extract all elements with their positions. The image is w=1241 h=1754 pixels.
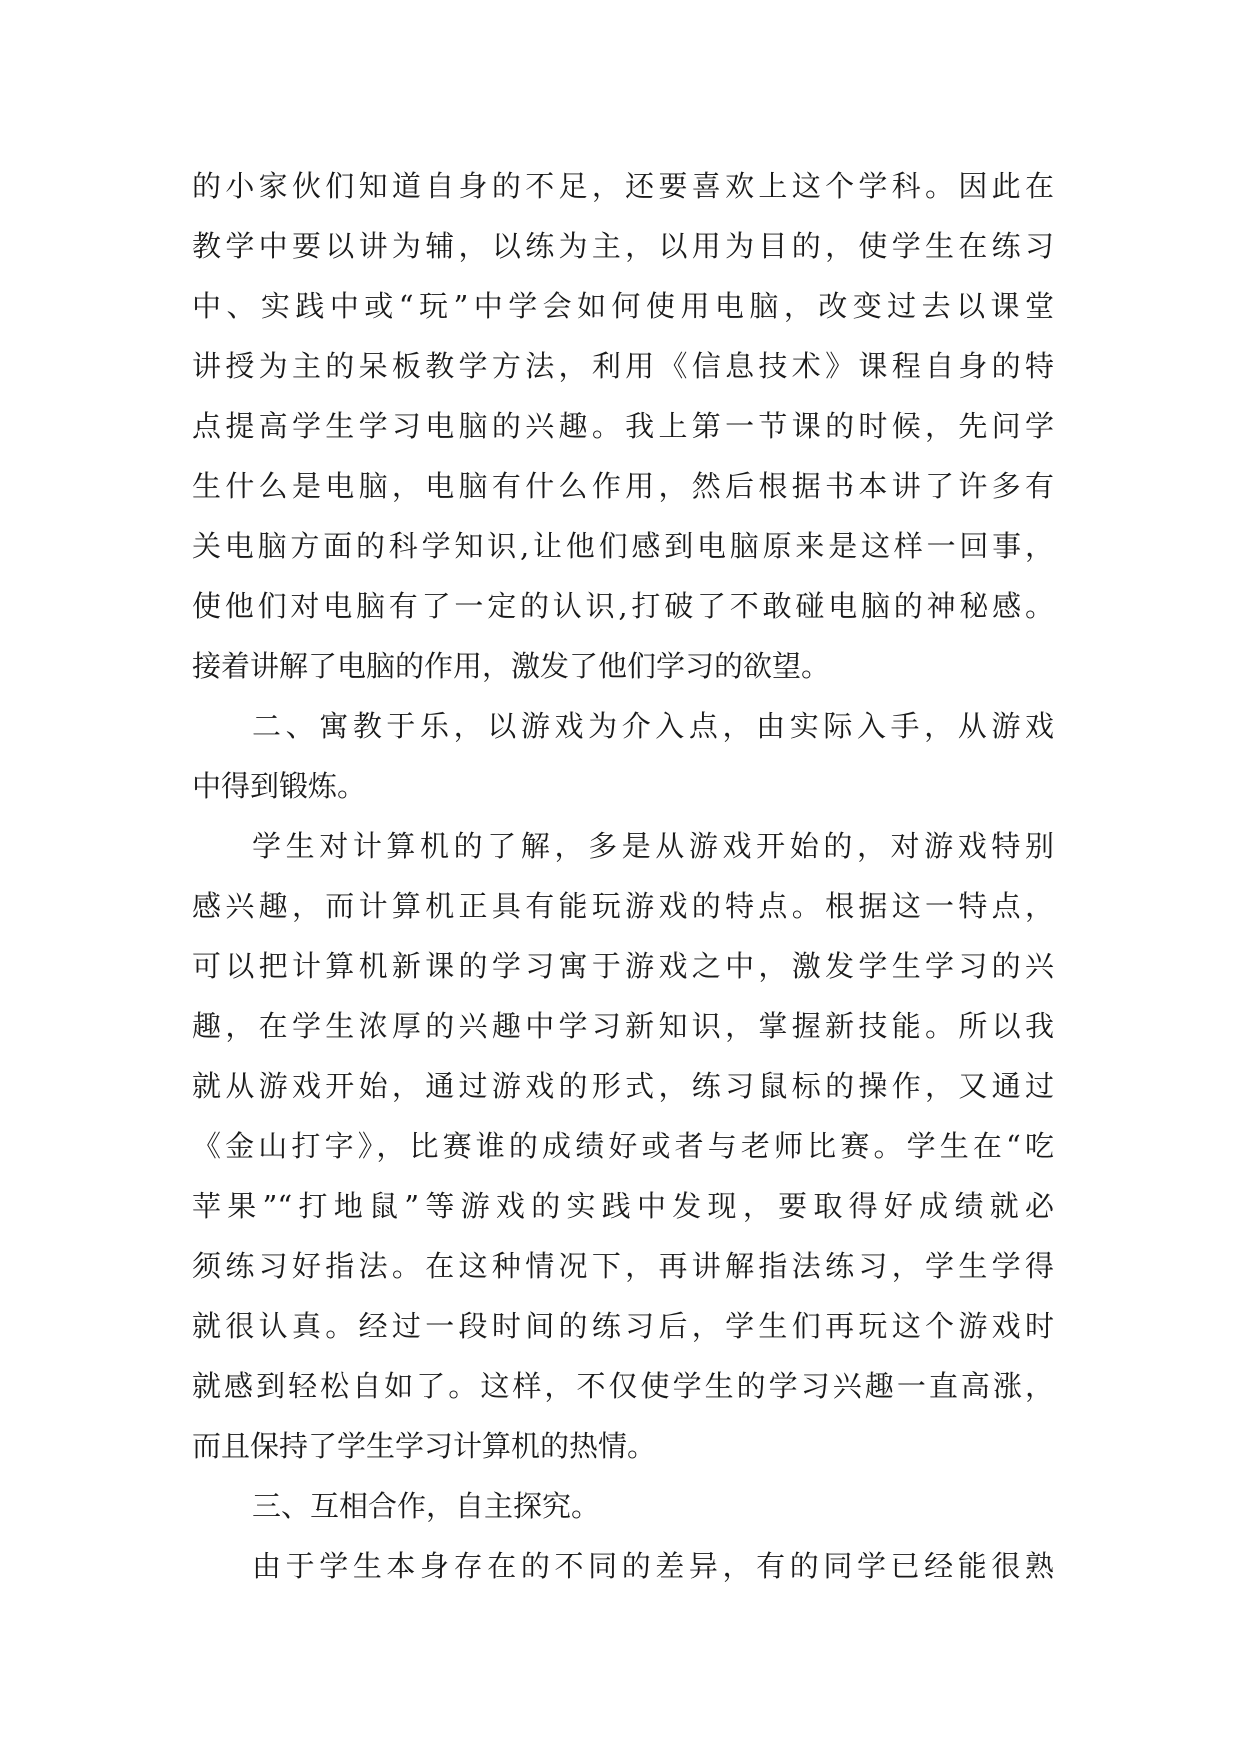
- text-line: 讲授为主的呆板教学方法，利用《信息技术》课程自身的特: [192, 349, 1054, 383]
- text-line: 趣，在学生浓厚的兴趣中学习新知识，掌握新技能。所以我: [192, 1009, 1054, 1043]
- text-line: 就很认真。经过一段时间的练习后，学生们再玩这个游戏时: [192, 1309, 1054, 1343]
- text-line: 学生对计算机的了解，多是从游戏开始的，对游戏特别: [252, 829, 1054, 863]
- text-line: 教学中要以讲为辅，以练为主，以用为目的，使学生在练习: [192, 229, 1054, 263]
- text-line: 感兴趣，而计算机正具有能玩游戏的特点。根据这一特点，: [192, 889, 1054, 923]
- text-line: 关电脑方面的科学知识,让他们感到电脑原来是这样一回事，: [192, 529, 1054, 563]
- text-line: 就感到轻松自如了。这样，不仅使学生的学习兴趣一直高涨，: [192, 1369, 1054, 1403]
- text-line: 的小家伙们知道自身的不足，还要喜欢上这个学科。因此在: [192, 169, 1054, 203]
- text-line: 中、实践中或“玩”中学会如何使用电脑，改变过去以课堂: [192, 289, 1054, 323]
- text-line: 点提高学生学习电脑的兴趣。我上第一节课的时候，先问学: [192, 409, 1054, 443]
- text-line: 使他们对电脑有了一定的认识,打破了不敢碰电脑的神秘感。: [192, 589, 1054, 623]
- section-heading-line: 中得到锻炼。: [192, 769, 367, 803]
- section-heading-line: 二、寓教于乐，以游戏为介入点，由实际入手，从游戏: [252, 709, 1054, 743]
- section-heading-line: 三、互相合作，自主探究。: [252, 1489, 601, 1523]
- text-line: 由于学生本身存在的不同的差异，有的同学已经能很熟: [252, 1549, 1054, 1583]
- document-body: [192, 156, 1054, 1596]
- text-line: 苹果”“打地鼠”等游戏的实践中发现，要取得好成绩就必: [192, 1189, 1054, 1223]
- text-line: 生什么是电脑，电脑有什么作用，然后根据书本讲了许多有: [192, 469, 1054, 503]
- text-line: 就从游戏开始，通过游戏的形式，练习鼠标的操作，又通过: [192, 1069, 1054, 1103]
- text-line: 可以把计算机新课的学习寓于游戏之中，激发学生学习的兴: [192, 949, 1054, 983]
- text-line: 《金山打字》，比赛谁的成绩好或者与老师比赛。学生在“吃: [192, 1129, 1054, 1163]
- text-line: 须练习好指法。在这种情况下，再讲解指法练习，学生学得: [192, 1249, 1054, 1283]
- text-line: 接着讲解了电脑的作用，激发了他们学习的欲望。: [192, 649, 831, 683]
- text-line: 而且保持了学生学习计算机的热情。: [192, 1429, 657, 1463]
